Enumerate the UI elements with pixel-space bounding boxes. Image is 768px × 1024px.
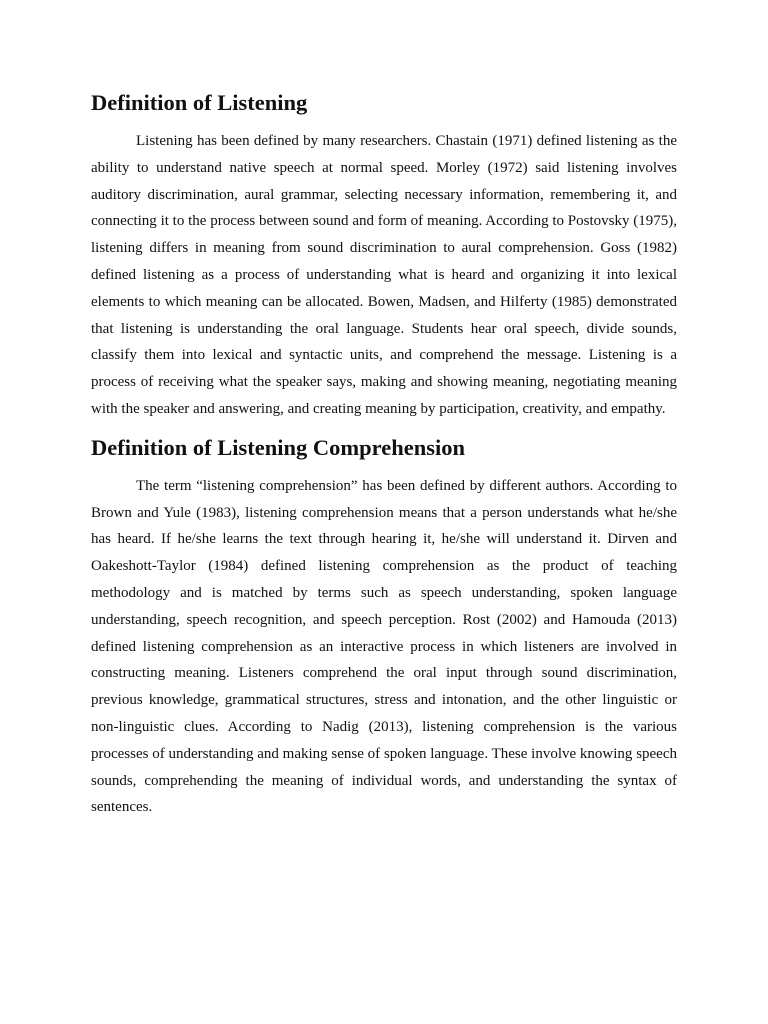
section-body-listening: Listening has been defined by many researchers. Chastain (1971) defined listening as the ability to understand native speech at normal speed. Morley (1972) said listening involves auditory discrimination, aural grammar, selecting necessary information, remembering it, and connecting it to the process between sound and form of meaning. According to Postovsky (1975), listening differs in meaning from sound discrimination to aural comprehension. Goss (1982) defined listening as a process of understanding what is heard and organizing it into lexical elements to which meaning can be allocated. Bowen, Madsen, and Hilferty (1985) demonstrated that listening is understanding the oral language. Students hear oral speech, divide sounds, classify them into lexical and syntactic units, and comprehend the message. Listening is a process of receiving what the speaker says, making and showing meaning, negotiating meaning with the speaker and answering, and creating meaning by participation, creativity, and empathy.: [91, 133, 677, 417]
section-body-listening-comprehension: The term “listening comprehension” has been defined by different authors. According to Brown and Yule (1983), listening comprehension means that a person understands what he/she has heard. If he/she learns the text through hearing it, he/she will understand it. Dirven and Oakeshott-Taylor (1984) defined listening comprehension as the product of teaching methodology and is matched by terms such as speech understanding, spoken language understanding, speech recognition, and speech perception. Rost (2002) and Hamouda (2013) defined listening comprehension as an interactive process in which listeners are involved in constructing meaning. Listeners comprehend the oral input through sound discrimination, previous knowledge, grammatical structures, stress and intonation, and the other linguistic or non-linguistic clues. According to Nadig (2013), listening comprehension is the various processes of understanding and making sense of spoken language. These involve knowing speech sounds, comprehending the meaning of individual words, and understanding the syntax of sentences.: [91, 477, 677, 816]
section-heading-listening: Definition of Listening: [91, 90, 308, 115]
section-heading-listening-comprehension: Definition of Listening Comprehension: [91, 434, 465, 460]
document-page: [91, 92, 677, 821]
